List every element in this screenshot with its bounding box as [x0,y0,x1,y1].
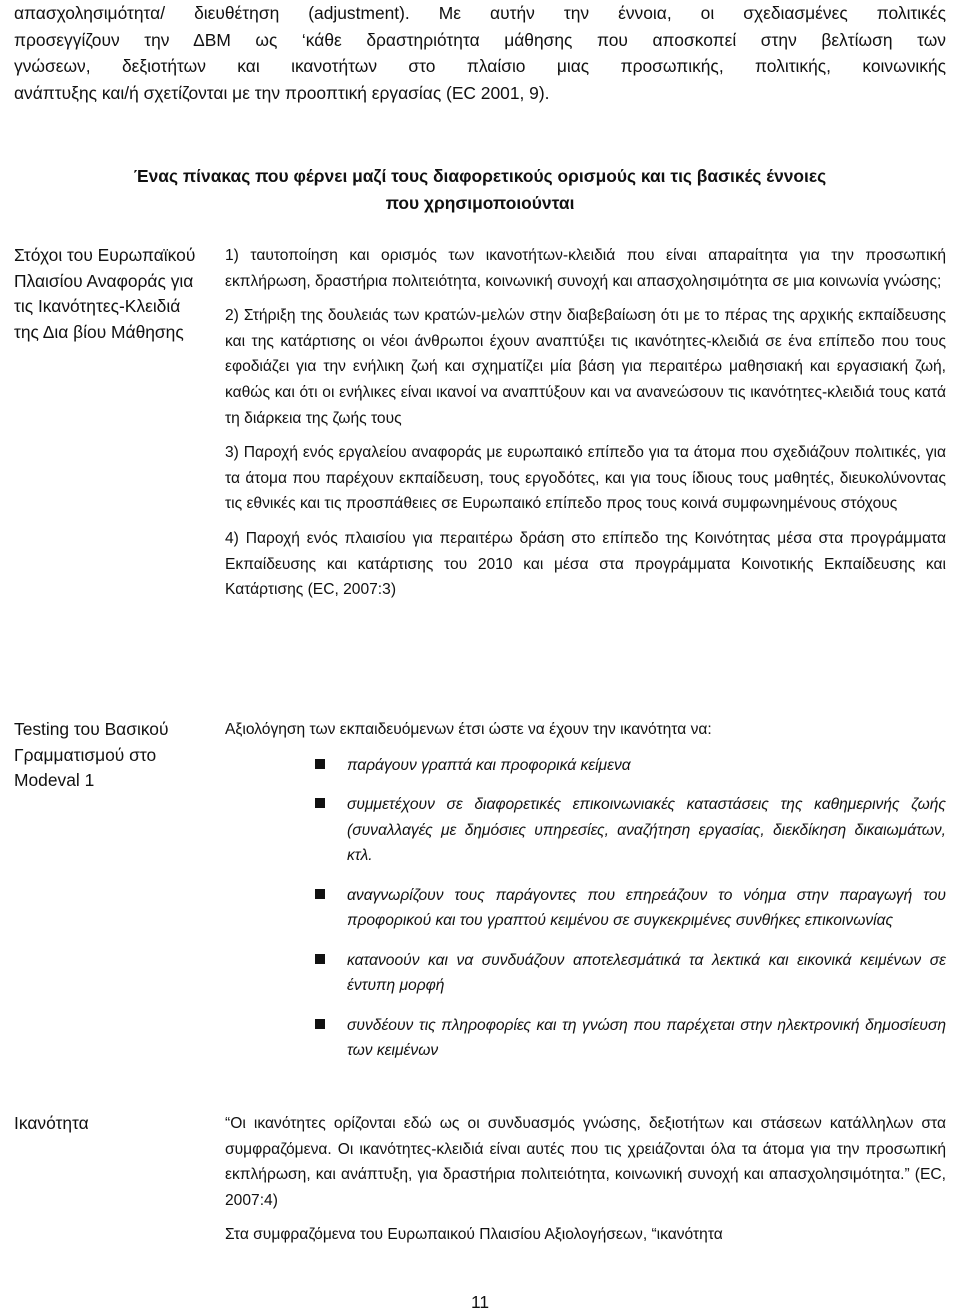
list-item [225,753,946,779]
intro-line: γνώσεων, δεξιοτήτων και ικανοτήτων στο πλαίσιο μιας προσωπικής, πολιτικής, κοινωνικής [14,56,946,76]
table-title-line: Ένας πίνακας που φέρνει μαζί τους διαφορετικούς ορισμούς και τις βασικές έννοιες [133,166,827,186]
row-content [225,717,946,1078]
list-item [225,1013,946,1064]
row-paragraph: Στα συμφραζόμενα του Ευρωπαικού Πλαισίου Αξιολογήσεων, “ικανότητα [225,1226,723,1244]
list-item-text: αναγνωρίζουν τους παράγοντες που επηρεάζουν το νόημα στην παραγωγή του προφορικού και του γραπτού κειμένου σε συγκεκριμένες συνθήκες επικοινωνίας [347,886,946,930]
row-content [225,1111,946,1248]
page-number: 11 [470,1292,490,1312]
intro-line: ανάπτυξης και/ή σχετίζονται με την προοπτική εργασίας (EC 2001, 9). [14,82,550,103]
list-item-text: παράγουν γραπτά και προφορικά κείμενα [347,756,631,774]
square-bullet-icon [315,1019,325,1029]
row-paragraph: 2) Στήριξη της δουλειάς των κρατών-μελών στην διαβεβαίωση ότι με το πέρας της αρχικής εκπαίδευσης και της κατάρτισης οι νέοι άνθρωποι έχουν αναπτύξει τις ικανότητες-κλειδιά σε ένα επίπεδο που τους εφοδιάζει για την ενήλικη ζωή και σχηματίζει μία βάση για περαιτέρω μαθησιακή και εργασιακή ζωή, καθώς και ότι οι ενήλικες είναι ικανοί να αναπτύξουν και να ανανεώσουν τις ικανότητες-κλειδιά τους κατά τη διάρκεια της ζωής τους [225,307,946,427]
list-item [225,792,946,869]
intro-line: απασχολησιμότητα/ διευθέτηση (adjustment). Με αυτήν την έννοια, οι σχεδιασμένες πολιτικές [14,3,946,23]
row-term: Testing του Βασικού Γραμματισμού στο Modeval 1 [14,719,169,790]
square-bullet-icon [315,954,325,964]
intro-paragraph [14,0,946,106]
square-bullet-icon [315,889,325,899]
row-paragraph: 4) Παροχή ενός πλαισίου για περαιτέρω δράση στο επίπεδο της Κοινότητας μέσα στα προγράμματα Εκπαίδευσης και κατάρτισης του 2010 και μέσα στα προγράμματα Κοινοτικής Εκπαίδευσης και Κατάρτισης (EC, 2007:3) [225,529,946,599]
row-paragraph: 3) Παροχή ενός εργαλείου αναφοράς με ευρωπαικό επίπεδο για τα άτομα που σχεδιάζουν πολιτικές, για τα άτομα που παρέχουν εκπαίδευση, τους εργοδότες, και για τους ίδιους τους μαθητές, διευκολύνοντας τις εθνικές και τις προσπάθειες σε Ευρωπαικό επίπεδο προς τους κοινά συμφωνημένους στόχους [225,444,946,513]
row-lead: Αξιολόγηση των εκπαιδευόμενων έτσι ώστε να έχουν την ικανότητα να: [225,721,712,738]
table-title-line: που χρησιμοποιούνται [385,193,575,213]
row-content [225,243,946,603]
list-item [225,883,946,934]
bullet-list [225,753,946,1064]
row-paragraph: “Οι ικανότητες ορίζονται εδώ ως οι συνδυασμός γνώσης, δεξιοτήτων και στάσεων κατάλληλων στα συμφραζόμενα. Οι ικανότητες-κλειδιά είναι αυτές που τις χρειάζονται όλα τα άτομα για την προσωπική εκπλήρωση, και ανάπτυξη, για δραστήρια πολιτειότητα, κοινωνική συνοχή και απασχολησιμότητα.” (EC, 2007:4) [225,1115,946,1209]
square-bullet-icon [315,798,325,808]
list-item [225,948,946,999]
list-item-text: συμμετέχουν σε διαφορετικές επικοινωνιακές καταστάσεις της καθημερινής ζωής (συναλλαγές με δημόσιες υπηρεσίες, αναζήτηση εργασίας, διεκδίκηση δικαιωμάτων, κτλ. [347,796,946,865]
table-title [70,163,890,217]
square-bullet-icon [315,759,325,769]
row-paragraph: 1) ταυτοποίηση και ορισμός των ικανοτήτων-κλειδιά που είναι απαραίτητα για την προσωπική εκπλήρωση, δραστήρια πολιτειότητα, κοινωνική συνοχή και απασχολησιμότητα σε μια κοινωνία γνώσης; [225,247,946,290]
row-term: Ικανότητα [14,1113,89,1133]
list-item-text: συνδέουν τις πληροφορίες και τη γνώση που παρέχεται στην ηλεκτρονική δημοσίευση των κειμένων [347,1016,946,1060]
row-term: Στόχοι του Ευρωπαϊκού Πλαισίου Αναφοράς για τις Ικανότητες-Κλειδιά της Δια βίου Μάθησης [14,245,196,342]
list-item-text: κατανοούν και να συνδυάζουν αποτελεσμάτικά τα λεκτικά και εικονικά κειμένων σε έντυπη μορφή [347,951,946,995]
intro-line: προσεγγίζουν την ΔΒΜ ως ‘κάθε δραστηριότητα μάθησης που αποσκοπεί στην βελτίωση των [14,29,946,50]
